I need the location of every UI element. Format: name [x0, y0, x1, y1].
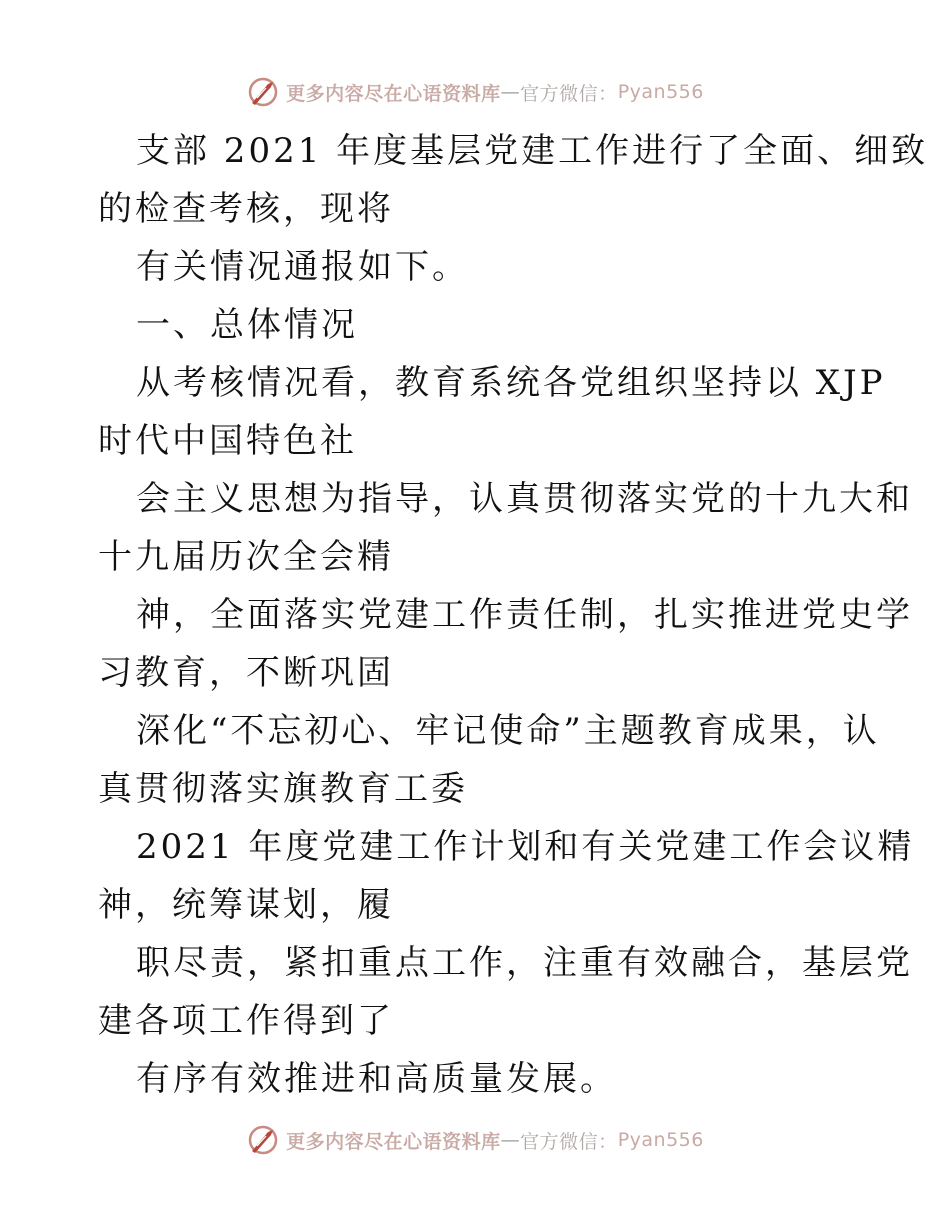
- text-line: 2021 年度党建工作计划和有关党建工作会议精: [136, 827, 915, 867]
- quill-seal-icon: [246, 75, 280, 109]
- document-body: [98, 122, 929, 1108]
- watermark-wechat-id: Pyan556: [617, 81, 704, 103]
- text-line: 一、总体情况: [136, 305, 358, 345]
- watermark-dash: —: [500, 81, 521, 103]
- text-line: 十九届历次全会精: [98, 537, 394, 577]
- paragraph: [98, 818, 915, 934]
- text-line: 习教育，不断巩固: [98, 653, 394, 693]
- watermark-official-label: 官方微信：: [520, 1130, 618, 1153]
- section-heading: [98, 296, 858, 354]
- watermark-main-text: 更多内容尽在心语资料库: [286, 1130, 501, 1153]
- paragraph: [98, 702, 880, 818]
- watermark-official-label: 官方微信：: [520, 82, 618, 105]
- text-line: 真贯彻落实旗教育工委: [98, 769, 468, 809]
- text-line: 的检查考核，现将: [98, 189, 394, 229]
- paragraph: [98, 1050, 858, 1108]
- paragraph: [98, 586, 913, 702]
- paragraph: [98, 354, 886, 470]
- quill-seal-icon: [246, 1123, 280, 1157]
- text-line: 有关情况通报如下。: [136, 247, 469, 287]
- text-line: 会主义思想为指导，认真贯彻落实党的十九大和: [136, 479, 913, 519]
- watermark-dash: —: [500, 1129, 521, 1151]
- watermark-main-text: 更多内容尽在心语资料库: [286, 82, 501, 105]
- footer-watermark: [0, 1120, 950, 1160]
- text-line: 神，全面落实党建工作责任制，扎实推进党史学: [136, 595, 913, 635]
- text-line: 深化“不忘初心、牢记使命”主题教育成果，认: [136, 711, 880, 751]
- header-watermark: [0, 72, 950, 112]
- paragraph: [98, 934, 913, 1050]
- paragraph: [98, 122, 929, 238]
- text-line: 时代中国特色社: [98, 421, 357, 461]
- paragraph: [98, 470, 913, 586]
- text-line: 神，统筹谋划，履: [98, 885, 394, 925]
- text-line: 有序有效推进和高质量发展。: [136, 1059, 617, 1099]
- watermark-wechat-id: Pyan556: [617, 1129, 704, 1151]
- text-line: 职尽责，紧扣重点工作，注重有效融合，基层党: [136, 943, 913, 983]
- text-line: 支部 2021 年度基层党建工作进行了全面、细致: [136, 131, 929, 171]
- paragraph: [98, 238, 858, 296]
- text-line: 从考核情况看，教育系统各党组织坚持以 XJP: [136, 363, 886, 403]
- text-line: 建各项工作得到了: [98, 1001, 394, 1041]
